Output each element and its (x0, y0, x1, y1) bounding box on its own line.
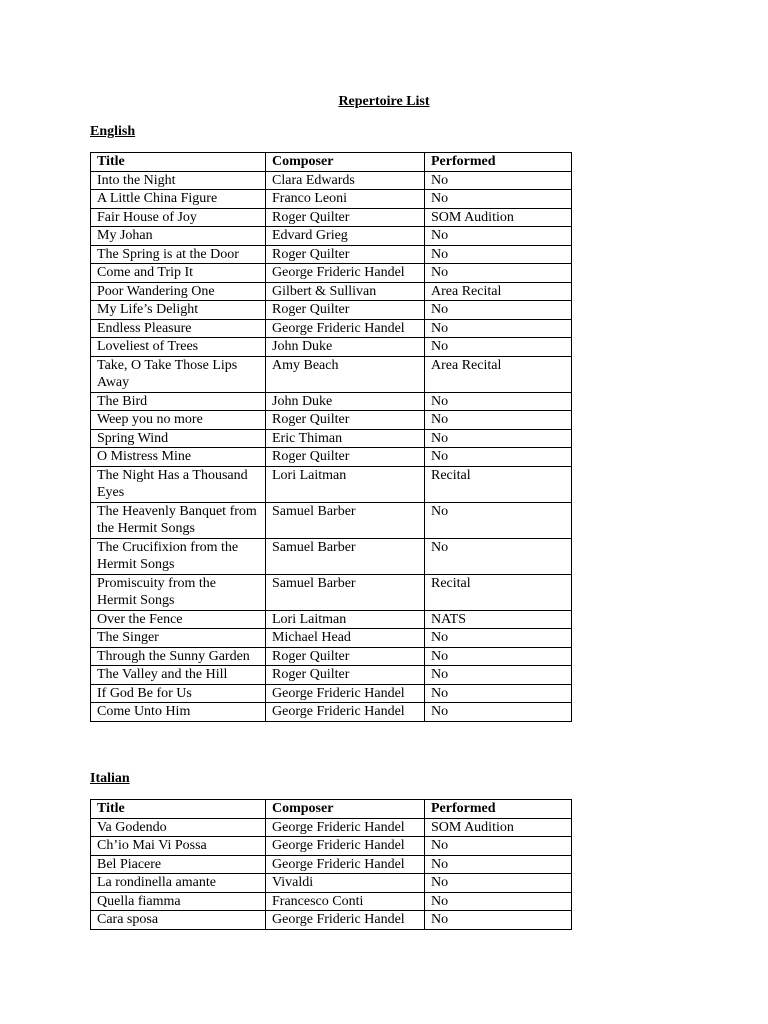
cell-title: The Heavenly Banquet from the Hermit Songs (91, 502, 266, 538)
repertoire-table-english (90, 152, 572, 722)
table-row (91, 411, 572, 430)
cell-composer: Edvard Grieg (266, 227, 425, 246)
cell-title: Take, O Take Those Lips Away (91, 356, 266, 392)
cell-performed: No (425, 911, 572, 930)
table-row (91, 319, 572, 338)
cell-performed: No (425, 502, 572, 538)
cell-title: Promiscuity from the Hermit Songs (91, 574, 266, 610)
cell-performed: Recital (425, 574, 572, 610)
table-row (91, 911, 572, 930)
cell-composer: Roger Quilter (266, 666, 425, 685)
cell-performed: No (425, 392, 572, 411)
cell-performed: No (425, 855, 572, 874)
cell-composer: Samuel Barber (266, 502, 425, 538)
cell-performed: No (425, 171, 572, 190)
section-heading-english: English (90, 124, 136, 139)
cell-performed: No (425, 448, 572, 467)
cell-performed: No (425, 319, 572, 338)
cell-title: Weep you no more (91, 411, 266, 430)
cell-performed: NATS (425, 610, 572, 629)
table-row (91, 855, 572, 874)
table-row (91, 574, 572, 610)
cell-performed: No (425, 892, 572, 911)
cell-performed: No (425, 629, 572, 648)
cell-title: Ch’io Mai Vi Possa (91, 837, 266, 856)
cell-performed: No (425, 264, 572, 283)
cell-title: Come and Trip It (91, 264, 266, 283)
column-header-performed: Performed (425, 800, 572, 819)
cell-composer: George Frideric Handel (266, 703, 425, 722)
cell-performed: No (425, 190, 572, 209)
cell-performed: Area Recital (425, 356, 572, 392)
table-row (91, 208, 572, 227)
cell-performed: No (425, 338, 572, 357)
cell-title: Quella fiamma (91, 892, 266, 911)
cell-title: Over the Fence (91, 610, 266, 629)
table-header-row (91, 800, 572, 819)
table-row (91, 429, 572, 448)
table-row (91, 448, 572, 467)
cell-composer: Michael Head (266, 629, 425, 648)
cell-composer: Roger Quilter (266, 411, 425, 430)
cell-composer: Francesco Conti (266, 892, 425, 911)
cell-title: Into the Night (91, 171, 266, 190)
cell-performed: SOM Audition (425, 208, 572, 227)
column-header-title: Title (91, 800, 266, 819)
table-row (91, 282, 572, 301)
table-row (91, 684, 572, 703)
cell-performed: No (425, 538, 572, 574)
cell-performed: Recital (425, 466, 572, 502)
cell-composer: Roger Quilter (266, 208, 425, 227)
cell-performed: No (425, 684, 572, 703)
cell-performed: SOM Audition (425, 818, 572, 837)
cell-title: The Night Has a Thousand Eyes (91, 466, 266, 502)
cell-composer: George Frideric Handel (266, 837, 425, 856)
cell-title: Endless Pleasure (91, 319, 266, 338)
cell-title: La rondinella amante (91, 874, 266, 893)
table-row (91, 647, 572, 666)
table-row (91, 837, 572, 856)
cell-title: Va Godendo (91, 818, 266, 837)
table-row (91, 703, 572, 722)
cell-composer: George Frideric Handel (266, 855, 425, 874)
cell-performed: No (425, 647, 572, 666)
cell-performed: No (425, 245, 572, 264)
cell-title: Poor Wandering One (91, 282, 266, 301)
section-heading-italian: Italian (90, 771, 130, 786)
cell-title: If God Be for Us (91, 684, 266, 703)
cell-composer: George Frideric Handel (266, 818, 425, 837)
cell-title: Loveliest of Trees (91, 338, 266, 357)
cell-composer: Vivaldi (266, 874, 425, 893)
cell-title: A Little China Figure (91, 190, 266, 209)
cell-composer: George Frideric Handel (266, 319, 425, 338)
cell-performed: No (425, 429, 572, 448)
cell-performed: No (425, 411, 572, 430)
table-row (91, 666, 572, 685)
table-row (91, 610, 572, 629)
cell-performed: No (425, 837, 572, 856)
cell-composer: George Frideric Handel (266, 264, 425, 283)
table-row (91, 264, 572, 283)
cell-composer: Roger Quilter (266, 245, 425, 264)
cell-composer: Roger Quilter (266, 647, 425, 666)
cell-composer: Samuel Barber (266, 538, 425, 574)
cell-composer: John Duke (266, 392, 425, 411)
cell-performed: No (425, 874, 572, 893)
cell-performed: No (425, 703, 572, 722)
cell-performed: No (425, 666, 572, 685)
cell-title: My Life’s Delight (91, 301, 266, 320)
cell-composer: Lori Laitman (266, 610, 425, 629)
cell-performed: No (425, 301, 572, 320)
cell-title: Through the Sunny Garden (91, 647, 266, 666)
cell-performed: No (425, 227, 572, 246)
column-header-performed: Performed (425, 153, 572, 172)
table-body (91, 171, 572, 721)
column-header-title: Title (91, 153, 266, 172)
table-row (91, 227, 572, 246)
table-row (91, 338, 572, 357)
cell-title: Cara sposa (91, 911, 266, 930)
table-row (91, 502, 572, 538)
table-row (91, 392, 572, 411)
cell-performed: Area Recital (425, 282, 572, 301)
table-row (91, 874, 572, 893)
cell-title: Spring Wind (91, 429, 266, 448)
table-row (91, 466, 572, 502)
table-header-row (91, 153, 572, 172)
cell-title: The Valley and the Hill (91, 666, 266, 685)
table-row (91, 245, 572, 264)
cell-title: The Bird (91, 392, 266, 411)
cell-title: The Spring is at the Door (91, 245, 266, 264)
table-body (91, 818, 572, 929)
cell-composer: John Duke (266, 338, 425, 357)
column-header-composer: Composer (266, 800, 425, 819)
cell-composer: Gilbert & Sullivan (266, 282, 425, 301)
repertoire-table-italian (90, 799, 572, 930)
column-header-composer: Composer (266, 153, 425, 172)
cell-title: O Mistress Mine (91, 448, 266, 467)
table-row (91, 301, 572, 320)
table-row (91, 818, 572, 837)
cell-composer: Roger Quilter (266, 448, 425, 467)
cell-title: Come Unto Him (91, 703, 266, 722)
cell-composer: Lori Laitman (266, 466, 425, 502)
cell-title: Fair House of Joy (91, 208, 266, 227)
cell-title: My Johan (91, 227, 266, 246)
cell-composer: Roger Quilter (266, 301, 425, 320)
table-row (91, 629, 572, 648)
cell-composer: Samuel Barber (266, 574, 425, 610)
table-row (91, 892, 572, 911)
cell-composer: George Frideric Handel (266, 684, 425, 703)
cell-composer: George Frideric Handel (266, 911, 425, 930)
cell-composer: Franco Leoni (266, 190, 425, 209)
cell-title: The Singer (91, 629, 266, 648)
table-row (91, 171, 572, 190)
document-title: Repertoire List (338, 94, 430, 109)
cell-composer: Clara Edwards (266, 171, 425, 190)
cell-title: Bel Piacere (91, 855, 266, 874)
cell-composer: Eric Thiman (266, 429, 425, 448)
table-row (91, 356, 572, 392)
cell-composer: Amy Beach (266, 356, 425, 392)
table-row (91, 190, 572, 209)
cell-title: The Crucifixion from the Hermit Songs (91, 538, 266, 574)
table-row (91, 538, 572, 574)
